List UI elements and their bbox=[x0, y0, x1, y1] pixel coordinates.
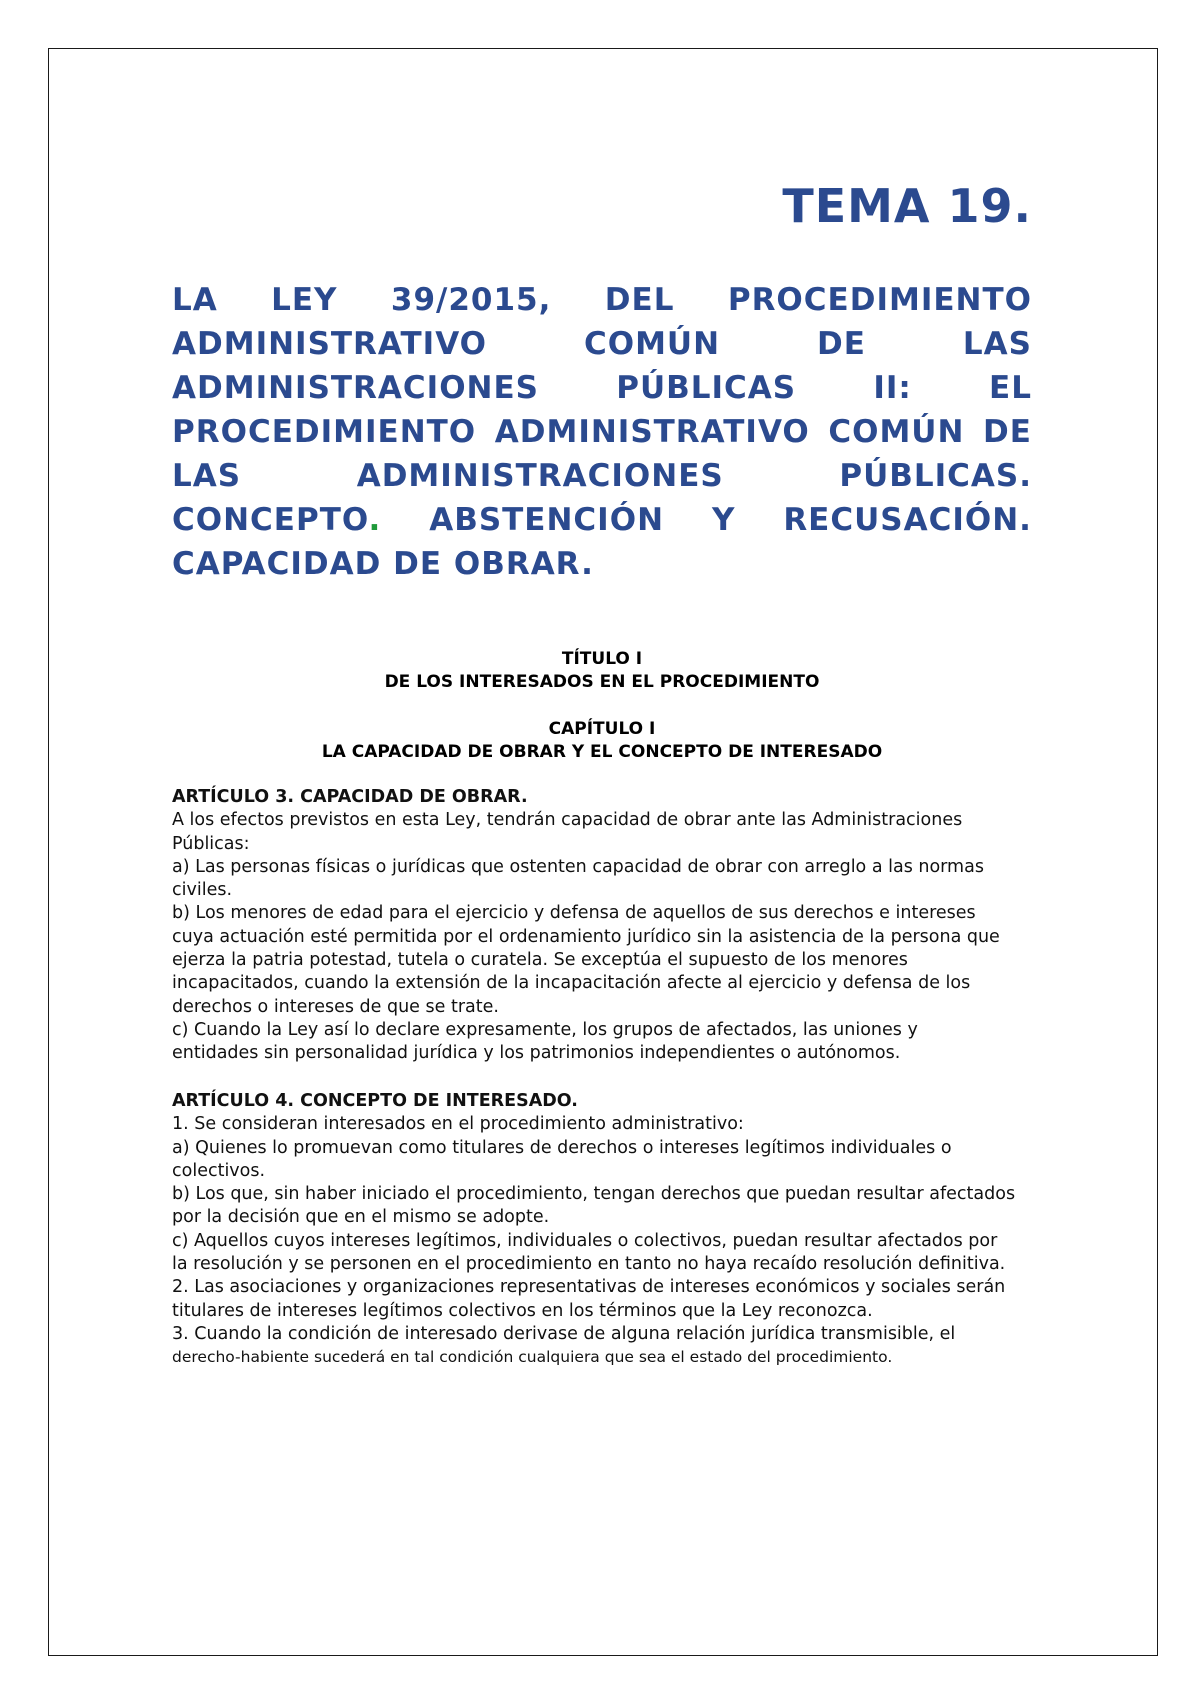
title-word-concepto: CONCEPTO bbox=[172, 502, 369, 538]
title-word: ADMINISTRATIVO bbox=[494, 414, 810, 450]
title-word: EL bbox=[989, 370, 1032, 406]
article-line: ejerza la patria potestad, tutela o curatela. Se exceptúa el supuesto de los menores bbox=[172, 950, 908, 971]
title-word: PÚBLICAS. bbox=[839, 458, 1032, 494]
article-line: b) Los que, sin haber iniciado el procedimiento, tengan derechos que puedan resultar afectados bbox=[172, 1184, 1016, 1205]
title-green-dot: . bbox=[368, 502, 382, 538]
article-line: a) Quienes lo promuevan como titulares de derechos o intereses legítimos individuales o bbox=[172, 1137, 952, 1158]
article-4 bbox=[172, 1090, 1052, 1370]
titulo-heading bbox=[172, 648, 1032, 694]
capitulo-number: CAPÍTULO I bbox=[548, 719, 656, 739]
article-line-last: derecho-habiente sucederá en tal condición cualquiera que sea el estado del procedimiento. bbox=[172, 1348, 893, 1367]
article-line: por la decisión que en el mismo se adopte. bbox=[172, 1207, 550, 1228]
article-line: c) Cuando la Ley así lo declare expresamente, los grupos de afectados, las uniones y bbox=[172, 1019, 918, 1040]
document-title bbox=[172, 278, 1032, 586]
article-line: 1. Se consideran interesados en el procedimiento administrativo: bbox=[172, 1114, 744, 1135]
title-word: ADMINISTRATIVO bbox=[172, 326, 487, 362]
title-word: LAS bbox=[962, 326, 1032, 362]
title-word: COMÚN bbox=[828, 414, 965, 450]
article-line: colectivos. bbox=[172, 1160, 266, 1181]
titulo-name: DE LOS INTERESADOS EN EL PROCEDIMIENTO bbox=[384, 672, 820, 692]
title-word: CAPACIDAD DE OBRAR. bbox=[172, 546, 594, 582]
article-line: c) Aquellos cuyos intereses legítimos, individuales o colectivos, puedan resultar afectados por bbox=[172, 1230, 998, 1251]
title-word: Y bbox=[711, 502, 736, 538]
title-line-2 bbox=[172, 322, 1032, 366]
article-heading: ARTÍCULO 4. CONCEPTO DE INTERESADO. bbox=[172, 1091, 578, 1111]
article-line: 2. Las asociaciones y organizaciones representativas de intereses económicos y sociales serán bbox=[172, 1277, 1006, 1298]
article-heading: ARTÍCULO 3. CAPACIDAD DE OBRAR. bbox=[172, 787, 528, 807]
article-line: 3. Cuando la condición de interesado derivase de alguna relación jurídica transmisible, el bbox=[172, 1323, 956, 1344]
title-word: DEL bbox=[604, 282, 675, 318]
title-line-3 bbox=[172, 366, 1032, 410]
article-line: titulares de intereses legítimos colectivos en los términos que la Ley reconozca. bbox=[172, 1300, 873, 1321]
title-word: ADMINISTRACIONES bbox=[356, 458, 724, 494]
title-line-4 bbox=[172, 410, 1032, 454]
title-word: PROCEDIMIENTO bbox=[172, 414, 477, 450]
title-line-1 bbox=[172, 278, 1032, 322]
title-line-5 bbox=[172, 454, 1032, 498]
title-word: LA bbox=[172, 282, 218, 318]
capitulo-name: LA CAPACIDAD DE OBRAR Y EL CONCEPTO DE INTERESADO bbox=[321, 742, 883, 762]
title-word bbox=[172, 498, 381, 542]
article-line: b) Los menores de edad para el ejercicio y defensa de aquellos de sus derechos e intereses bbox=[172, 903, 976, 924]
title-word: LAS bbox=[172, 458, 242, 494]
titulo-number: TÍTULO I bbox=[561, 649, 643, 669]
article-line: civiles. bbox=[172, 880, 233, 901]
article-line: a) Las personas físicas o jurídicas que ostenten capacidad de obrar con arreglo a las normas bbox=[172, 856, 984, 877]
tema-heading: TEMA 19. bbox=[782, 179, 1032, 233]
article-line: derechos o intereses de que se trate. bbox=[172, 996, 499, 1017]
article-line: cuya actuación esté permitida por el ordenamiento jurídico sin la asistencia de la persona que bbox=[172, 926, 1000, 947]
article-line: Públicas: bbox=[172, 833, 250, 854]
title-word: COMÚN bbox=[583, 326, 721, 362]
article-line: A los efectos previstos en esta Ley, tendrán capacidad de obrar ante las Administraciones bbox=[172, 810, 963, 831]
title-word: PROCEDIMIENTO bbox=[727, 282, 1032, 318]
article-line: entidades sin personalidad jurídica y los patrimonios independientes o autónomos. bbox=[172, 1043, 901, 1064]
article-line: incapacitados, cuando la extensión de la incapacitación afecte al ejercicio y defensa de los bbox=[172, 973, 971, 994]
title-line-7 bbox=[172, 542, 1032, 586]
title-word: ADMINISTRACIONES bbox=[172, 370, 540, 406]
title-word: DE bbox=[817, 326, 866, 362]
article-3 bbox=[172, 786, 1052, 1066]
title-word: RECUSACIÓN. bbox=[783, 502, 1032, 538]
title-word: ABSTENCIÓN bbox=[429, 502, 665, 538]
title-word: PÚBLICAS bbox=[616, 370, 797, 406]
article-line: la resolución y se personen en el procedimiento en tanto no haya recaído resolución definitiva. bbox=[172, 1254, 1006, 1275]
title-word: II: bbox=[873, 370, 912, 406]
title-word: LEY bbox=[271, 282, 338, 318]
title-word: 39/2015, bbox=[390, 282, 552, 318]
capitulo-heading bbox=[172, 718, 1032, 764]
title-word: DE bbox=[983, 414, 1032, 450]
title-line-6 bbox=[172, 498, 1032, 542]
